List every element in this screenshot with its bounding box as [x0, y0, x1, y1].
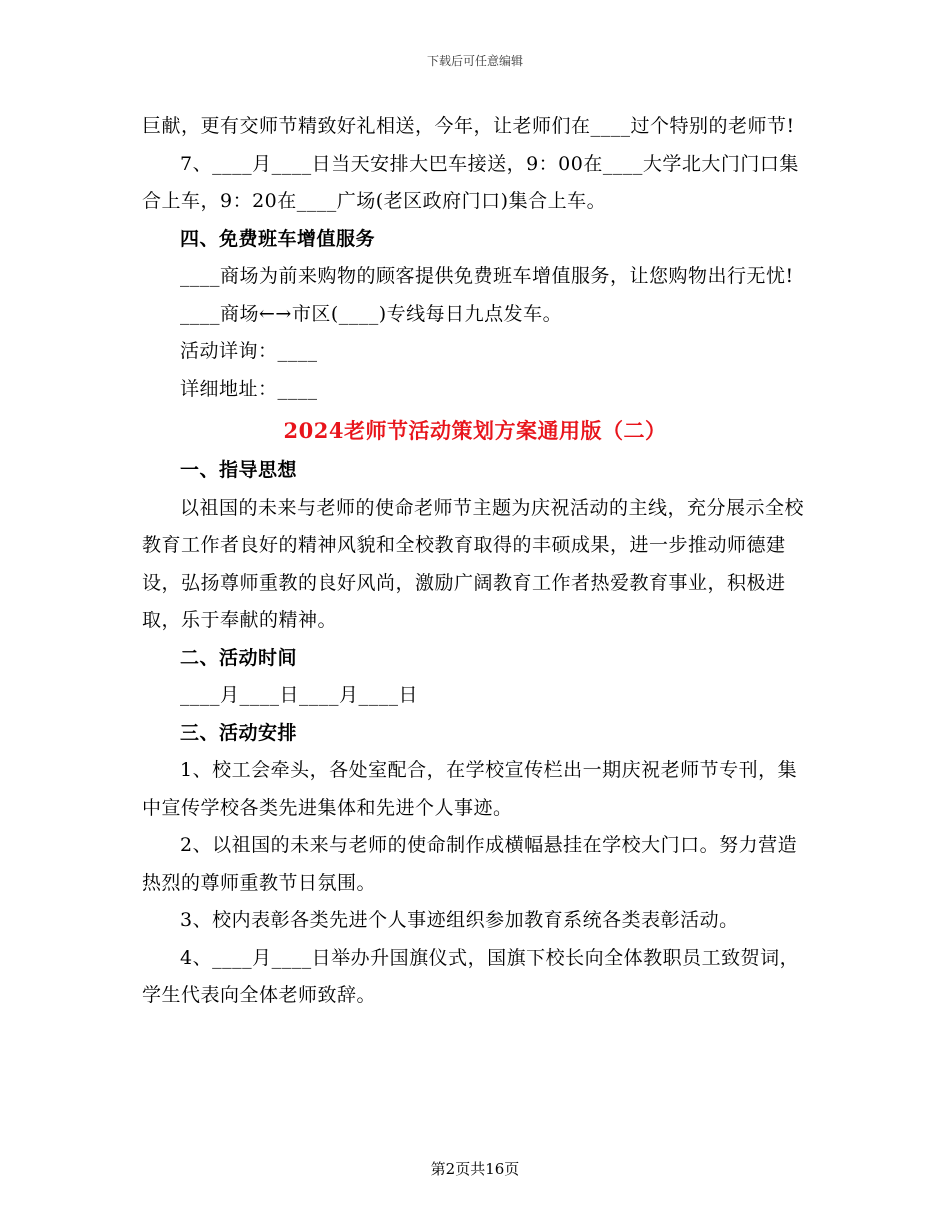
page-header: 下载后可任意编辑 — [426, 54, 523, 68]
paragraph: ____商场为前来购物的顾客提供免费班车增值服务，让您购物出行无忧! — [180, 265, 794, 287]
section-heading: 二、活动时间 — [180, 646, 298, 669]
document-title: 2024老师节活动策划方案通用版（二） — [283, 418, 667, 443]
section-heading: 一、指导思想 — [180, 459, 298, 481]
paragraph: 巨献，更有交师节精致好礼相送，今年，让老师们在____过个特别的老师节! — [142, 115, 795, 137]
paragraph: ____月____日____月____日 — [180, 684, 419, 706]
document-body — [142, 108, 808, 1015]
paragraph: 3、校内表彰各类先进个人事迹组织参加教育系统各类表彰活动。 — [180, 909, 739, 931]
paragraph: 7、____月____日当天安排大巴车接送，9：00在____大学北大门门口集合上车，9：20在____广场(老区政府门口)集合上车。 — [142, 152, 799, 212]
paragraph: 2、以祖国的未来与老师的使命制作成横幅悬挂在学校大门口。努力营造热烈的尊师重教节日氛围。 — [142, 834, 798, 894]
paragraph: 1、校工会牵头，各处室配合，在学校宣传栏出一期庆祝老师节专刊，集中宣传学校各类先进集体和先进个人事迹。 — [142, 759, 798, 819]
paragraph: ____商场←→市区(____)专线每日九点发车。 — [180, 302, 563, 325]
section-heading: 四、免费班车增值服务 — [180, 227, 376, 250]
paragraph: 详细地址：____ — [180, 377, 318, 400]
page-number: 第2页共16页 — [430, 1160, 520, 1178]
section-heading: 三、活动安排 — [180, 721, 298, 744]
paragraph: 以祖国的未来与老师的使命老师节主题为庆祝活动的主线，充分展示全校教育工作者良好的精神风貌和全校教育取得的丰硕成果，进一步推动师德建设，弘扬尊师重教的良好风尚，激励广阔教育工作者热爱教育事业，积极进取，乐于奉献的精神。 — [142, 496, 805, 631]
paragraph: 活动详询：____ — [180, 340, 318, 362]
paragraph: 4、____月____日举办升国旗仪式，国旗下校长向全体教职员工致贺词，学生代表向全体老师致辞。 — [142, 946, 800, 1006]
